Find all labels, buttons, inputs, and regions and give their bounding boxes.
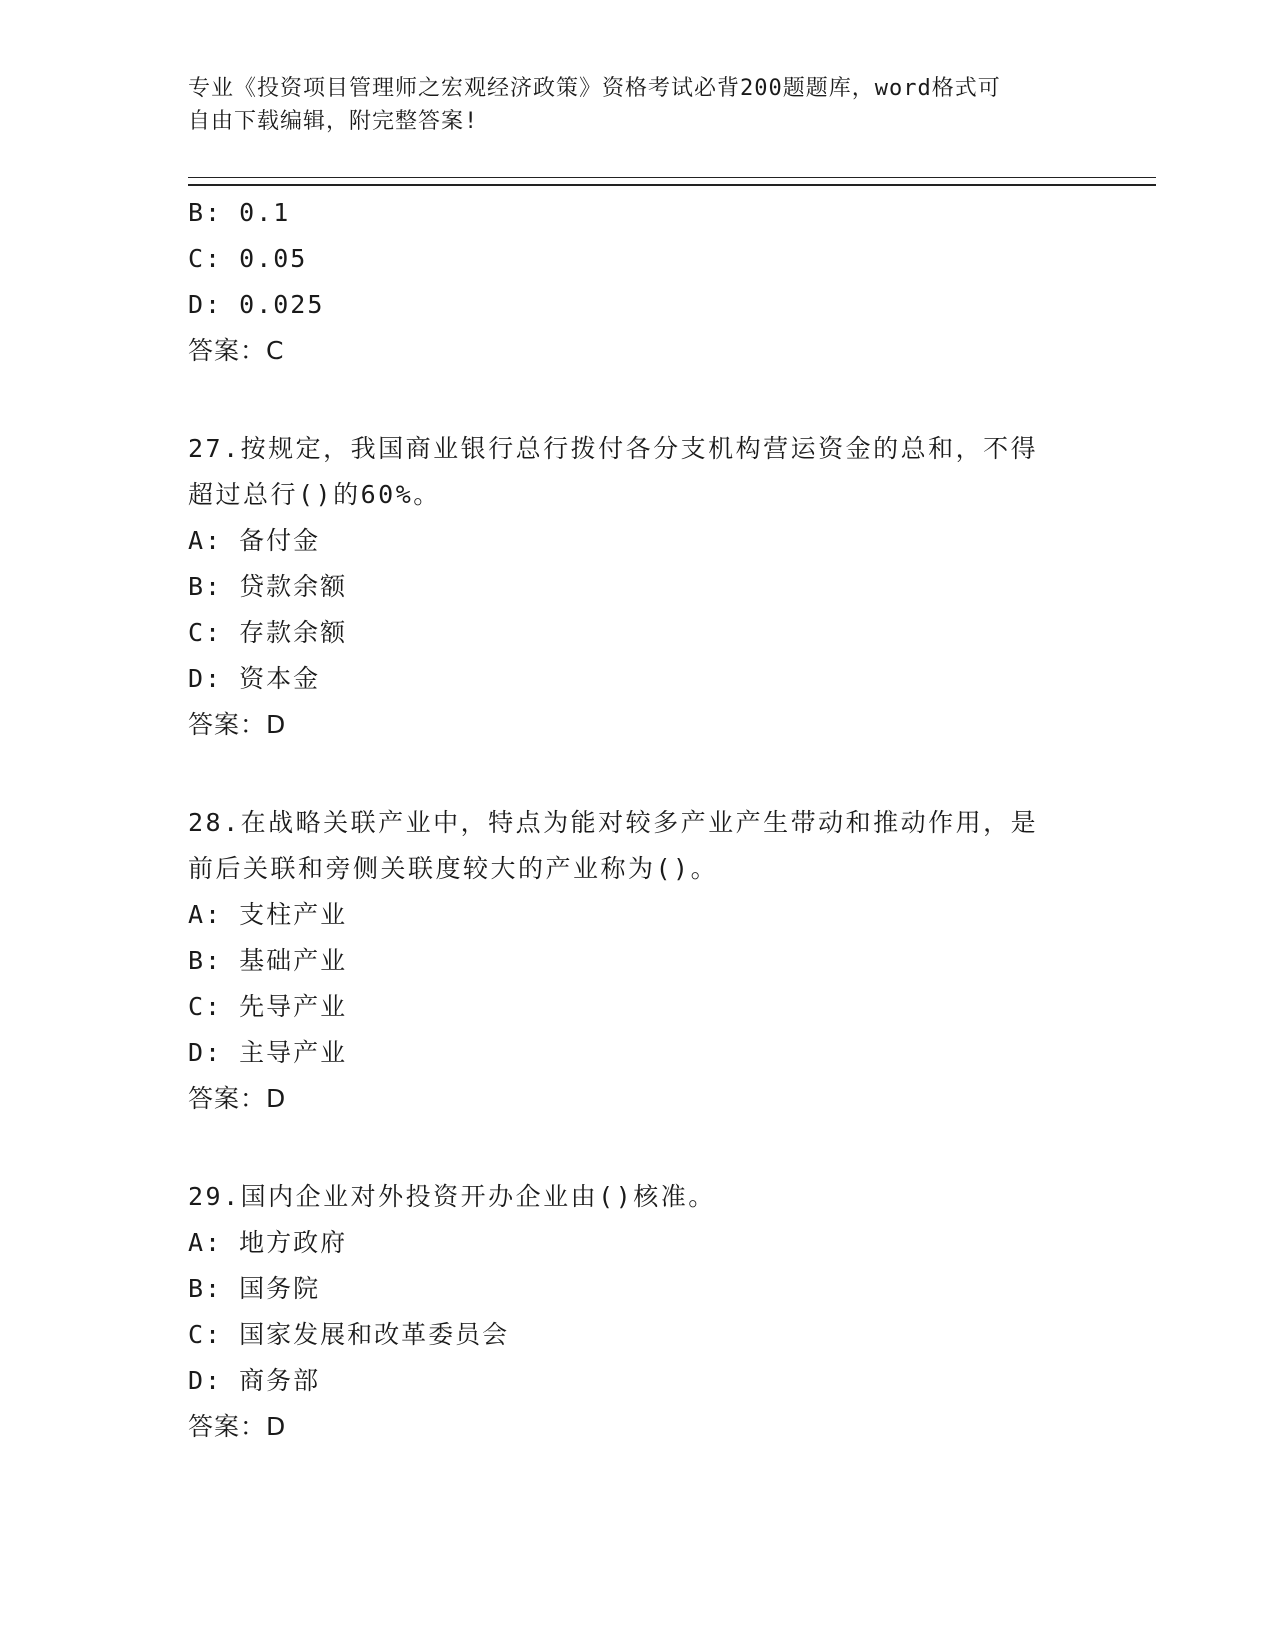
answer-line: 答案：D — [188, 710, 287, 739]
option-d: D: 资本金 — [188, 664, 321, 693]
header-line-2: 自由下载编辑，附完整答案! — [188, 109, 479, 134]
question-stem — [188, 426, 1088, 518]
header-line-1: 专业《投资项目管理师之宏观经济政策》资格考试必背200题题库，word格式可 — [188, 76, 1001, 101]
document-body — [188, 190, 1088, 1450]
question-28 — [188, 800, 1088, 1122]
header-divider — [188, 177, 1156, 186]
option-c: C: 国家发展和改革委员会 — [188, 1320, 510, 1349]
option-c: C: 存款余额 — [188, 618, 348, 647]
question-27 — [188, 426, 1088, 748]
option-b: B: 0.1 — [188, 198, 291, 227]
question-stem — [188, 1174, 1088, 1220]
option-d: D: 0.025 — [188, 290, 325, 319]
question-stem-line: 超过总行()的60%。 — [188, 480, 441, 509]
option-d: D: 主导产业 — [188, 1038, 348, 1067]
question-stem-line: 28.在战略关联产业中，特点为能对较多产业产生带动和推动作用，是 — [188, 808, 1039, 837]
answer-line: 答案：D — [188, 1412, 287, 1441]
option-d: D: 商务部 — [188, 1366, 321, 1395]
question-26-tail — [188, 190, 1088, 374]
answer-line: 答案：C — [188, 336, 285, 365]
question-stem-line: 29.国内企业对外投资开办企业由()核准。 — [188, 1182, 716, 1211]
page-header — [188, 72, 1068, 138]
option-b: B: 贷款余额 — [188, 572, 348, 601]
option-b: B: 基础产业 — [188, 946, 348, 975]
question-stem — [188, 800, 1088, 892]
answer-line: 答案：D — [188, 1084, 287, 1113]
option-a: A: 地方政府 — [188, 1228, 348, 1257]
question-29 — [188, 1174, 1088, 1450]
option-a: A: 备付金 — [188, 526, 321, 555]
option-b: B: 国务院 — [188, 1274, 321, 1303]
option-a: A: 支柱产业 — [188, 900, 348, 929]
option-c: C: 0.05 — [188, 244, 308, 273]
question-stem-line: 前后关联和旁侧关联度较大的产业称为()。 — [188, 854, 719, 883]
option-c: C: 先导产业 — [188, 992, 348, 1021]
question-stem-line: 27.按规定，我国商业银行总行拨付各分支机构营运资金的总和，不得 — [188, 434, 1039, 463]
